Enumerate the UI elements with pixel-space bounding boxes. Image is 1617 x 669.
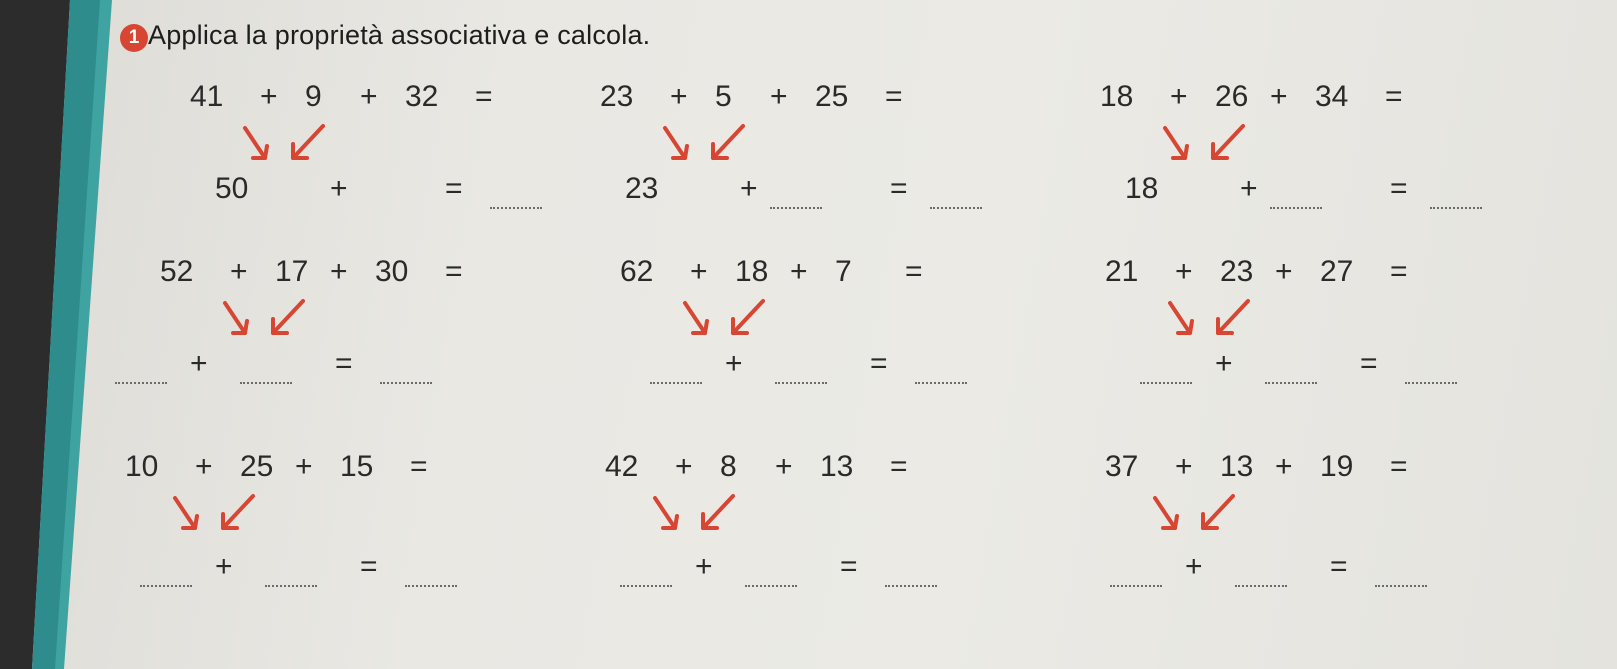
arrow-right-down [1165, 128, 1187, 158]
missing-sum-blank[interactable] [1270, 207, 1322, 209]
addend-2: 26 [1215, 80, 1249, 113]
plus-sign: + [190, 347, 208, 380]
addend-1: 37 [1105, 450, 1139, 483]
plus-sign: + [1270, 80, 1288, 113]
equals-sign: = [445, 255, 463, 288]
equals-sign: = [445, 172, 463, 205]
answer-blank[interactable] [885, 585, 937, 587]
addend-2: 5 [715, 80, 732, 113]
grouping-arrows [645, 488, 765, 548]
remaining-addend-blank[interactable] [1265, 382, 1317, 384]
addend-3: 32 [405, 80, 439, 113]
group-sum-blank[interactable] [620, 585, 672, 587]
missing-sum-blank[interactable] [770, 207, 822, 209]
arrow-left-down [713, 126, 743, 158]
arrow-right-down [665, 128, 687, 158]
equals-sign: = [885, 80, 903, 113]
plus-sign: + [295, 450, 313, 483]
grouping-arrows [675, 293, 795, 353]
plus-sign: + [725, 347, 743, 380]
group-sum-blank[interactable] [1140, 382, 1192, 384]
plus-sign: + [1175, 255, 1193, 288]
arrow-right-down [655, 498, 677, 528]
plus-sign: + [695, 550, 713, 583]
arrow-left-down [1203, 496, 1233, 528]
plus-sign: + [1175, 450, 1193, 483]
addend-1: 62 [620, 255, 654, 288]
arrow-left-down [273, 301, 303, 333]
grouping-arrows [235, 118, 355, 178]
arrow-right-down [175, 498, 197, 528]
equals-sign: = [1390, 172, 1408, 205]
equals-sign: = [1385, 80, 1403, 113]
binder-edge [0, 0, 115, 669]
addend-2: 23 [1220, 255, 1254, 288]
plus-sign: + [360, 80, 378, 113]
remaining-addend-blank[interactable] [240, 382, 292, 384]
plus-sign: + [1275, 255, 1293, 288]
arrow-right-down [225, 303, 247, 333]
addend-3: 34 [1315, 80, 1349, 113]
arrow-right-down [245, 128, 267, 158]
equals-sign: = [890, 172, 908, 205]
instruction-title: Applica la proprietà associativa e calcola. [148, 20, 651, 50]
equals-sign: = [1330, 550, 1348, 583]
remaining-addend-blank[interactable] [775, 382, 827, 384]
addend-3: 7 [835, 255, 852, 288]
equals-sign: = [890, 450, 908, 483]
plus-sign: + [675, 450, 693, 483]
plus-sign: + [1185, 550, 1203, 583]
plus-sign: + [330, 172, 348, 205]
grouping-arrows [655, 118, 775, 178]
equals-sign: = [1390, 255, 1408, 288]
answer-blank[interactable] [930, 207, 982, 209]
equals-sign: = [870, 347, 888, 380]
plus-sign: + [690, 255, 708, 288]
equals-sign: = [1390, 450, 1408, 483]
plus-sign: + [330, 255, 348, 288]
equals-sign: = [335, 347, 353, 380]
plus-sign: + [1170, 80, 1188, 113]
arrow-left-down [733, 301, 763, 333]
addend-2: 13 [1220, 450, 1254, 483]
plus-sign: + [770, 80, 788, 113]
equals-sign: = [410, 450, 428, 483]
arrow-left-down [223, 496, 253, 528]
plus-sign: + [775, 450, 793, 483]
addend-1: 18 [1100, 80, 1134, 113]
addend-2: 9 [305, 80, 322, 113]
addend-3: 30 [375, 255, 409, 288]
remaining-addend-blank[interactable] [745, 585, 797, 587]
arrow-left-down [293, 126, 323, 158]
addend-3: 27 [1320, 255, 1354, 288]
addend-3: 15 [340, 450, 374, 483]
plus-sign: + [230, 255, 248, 288]
equals-sign: = [360, 550, 378, 583]
addend-2: 18 [735, 255, 769, 288]
addend-1: 41 [190, 80, 224, 113]
partial-sum: 50 [215, 172, 249, 205]
addend-3: 19 [1320, 450, 1354, 483]
answer-blank[interactable] [490, 207, 542, 209]
grouping-arrows [1160, 293, 1280, 353]
arrow-left-down [1213, 126, 1243, 158]
equals-sign: = [905, 255, 923, 288]
group-sum-blank[interactable] [140, 585, 192, 587]
plus-sign: + [670, 80, 688, 113]
group-sum-blank[interactable] [650, 382, 702, 384]
partial-sum: 18 [1125, 172, 1159, 205]
plus-sign: + [1275, 450, 1293, 483]
remaining-addend-blank[interactable] [1235, 585, 1287, 587]
plus-sign: + [790, 255, 808, 288]
equals-sign: = [840, 550, 858, 583]
answer-blank[interactable] [380, 382, 432, 384]
answer-blank[interactable] [1430, 207, 1482, 209]
addend-1: 52 [160, 255, 194, 288]
answer-blank[interactable] [1375, 585, 1427, 587]
remaining-addend-blank[interactable] [265, 585, 317, 587]
plus-sign: + [740, 172, 758, 205]
addend-2: 8 [720, 450, 737, 483]
arrow-right-down [1170, 303, 1192, 333]
grouping-arrows [1145, 488, 1265, 548]
arrow-right-down [1155, 498, 1177, 528]
arrow-left-down [703, 496, 733, 528]
addend-2: 17 [275, 255, 309, 288]
addend-3: 25 [815, 80, 849, 113]
answer-blank[interactable] [1405, 382, 1457, 384]
arrow-right-down [685, 303, 707, 333]
partial-sum: 23 [625, 172, 659, 205]
equals-sign: = [1360, 347, 1378, 380]
answer-blank[interactable] [915, 382, 967, 384]
addend-2: 25 [240, 450, 274, 483]
plus-sign: + [1215, 347, 1233, 380]
plus-sign: + [215, 550, 233, 583]
arrow-left-down [1218, 301, 1248, 333]
addend-3: 13 [820, 450, 854, 483]
addend-1: 23 [600, 80, 634, 113]
exercise-number-badge: 1 [120, 24, 148, 52]
equals-sign: = [475, 80, 493, 113]
plus-sign: + [260, 80, 278, 113]
addend-1: 10 [125, 450, 159, 483]
group-sum-blank[interactable] [1110, 585, 1162, 587]
grouping-arrows [215, 293, 335, 353]
addend-1: 21 [1105, 255, 1139, 288]
addend-1: 42 [605, 450, 639, 483]
group-sum-blank[interactable] [115, 382, 167, 384]
plus-sign: + [1240, 172, 1258, 205]
grouping-arrows [1155, 118, 1275, 178]
answer-blank[interactable] [405, 585, 457, 587]
grouping-arrows [165, 488, 285, 548]
plus-sign: + [195, 450, 213, 483]
